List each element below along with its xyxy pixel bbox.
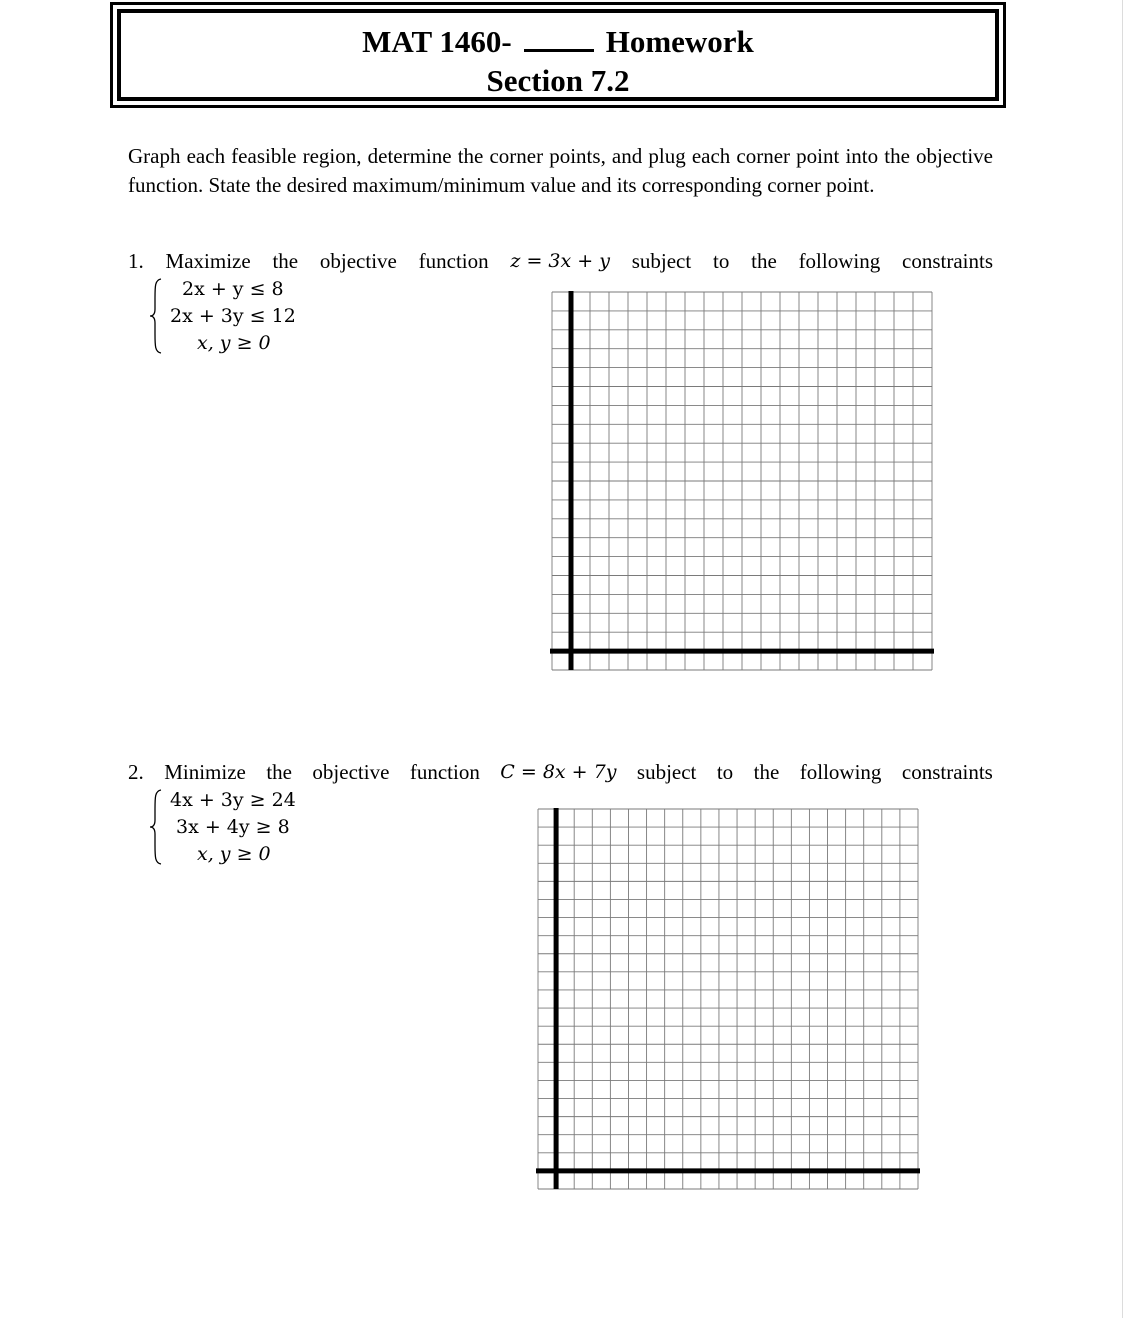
problem-1 bbox=[128, 247, 993, 275]
problem-2-number: 2. bbox=[128, 760, 144, 784]
assignment-label: Homework bbox=[605, 24, 754, 59]
problem-1-number: 1. bbox=[128, 249, 144, 273]
constraint: 2x + y ≤ 8 bbox=[182, 278, 284, 300]
left-brace-icon bbox=[150, 789, 162, 865]
instructions: Graph each feasible region, determine the corner points, and plug each corner point into the objective function. State the desired maximum/minimum value and its corresponding corner point. bbox=[128, 144, 993, 197]
title-line bbox=[113, 23, 1003, 60]
constraint: 2x + 3y ≤ 12 bbox=[170, 305, 296, 327]
name-blank bbox=[524, 23, 594, 52]
problem-2-objective: C = 8x + 7y bbox=[500, 761, 617, 783]
problem-2 bbox=[128, 758, 993, 786]
page-edge bbox=[1122, 0, 1123, 1318]
problem-1-statement: 1. Maximize the objective function z = 3x + y subject to the following constraints bbox=[128, 249, 993, 273]
course-label: MAT 1460- bbox=[362, 24, 512, 59]
section-label: Section 7.2 bbox=[486, 63, 630, 98]
constraint: 4x + 3y ≥ 24 bbox=[170, 789, 296, 811]
constraint: x, y ≥ 0 bbox=[197, 843, 271, 865]
problem-2-statement: 2. Minimize the objective function C = 8x + 7y subject to the following constraints bbox=[128, 760, 993, 784]
problem-1-objective: z = 3x + y bbox=[510, 250, 610, 272]
graph-grid-1[interactable] bbox=[550, 290, 936, 672]
left-brace-icon bbox=[150, 278, 162, 354]
graph-grid-2[interactable] bbox=[536, 807, 922, 1191]
constraint: 3x + 4y ≥ 8 bbox=[176, 816, 290, 838]
constraint: x, y ≥ 0 bbox=[197, 332, 271, 354]
header-box bbox=[110, 2, 1006, 108]
